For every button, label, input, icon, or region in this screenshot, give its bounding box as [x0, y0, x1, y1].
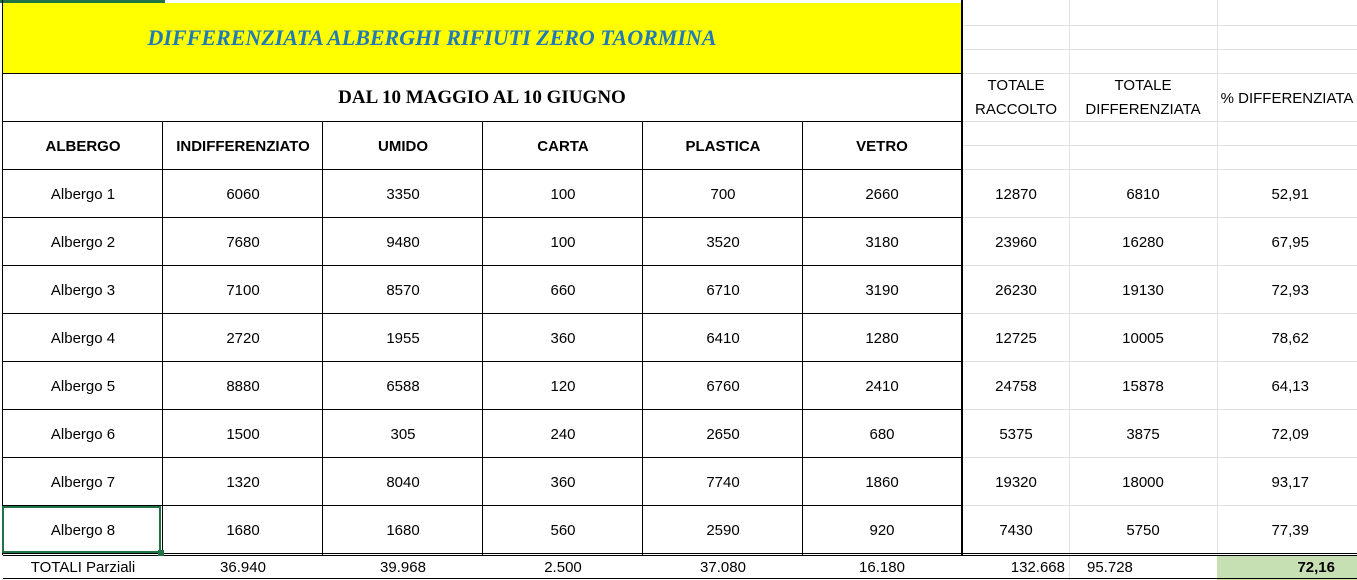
border-line: [482, 122, 483, 555]
cell-plastica[interactable]: 6710: [706, 281, 740, 299]
border-line: [3, 553, 1357, 554]
cell-totale-differenziata[interactable]: 6810: [1126, 185, 1160, 203]
header-indifferenziato[interactable]: INDIFFERENZIATO: [176, 137, 310, 155]
cell-percentuale[interactable]: 72,93: [1271, 281, 1309, 299]
grid-line: [963, 25, 1357, 26]
header-totale-differenziata[interactable]: TOTALE DIFFERENZIATA: [1085, 77, 1201, 118]
header-plastica[interactable]: PLASTICA: [685, 137, 761, 155]
cell-plastica[interactable]: 7740: [706, 473, 740, 491]
cell-albergo-name[interactable]: Albergo 8: [50, 521, 116, 539]
cell-totale-differenziata[interactable]: 10005: [1122, 329, 1164, 347]
totals-label[interactable]: TOTALI Parziali: [30, 559, 136, 576]
border-line: [322, 122, 323, 555]
cell-indifferenziato[interactable]: 2720: [226, 329, 260, 347]
cell-percentuale[interactable]: 52,91: [1271, 185, 1309, 203]
cell-vetro[interactable]: 3190: [865, 281, 899, 299]
totals-umido[interactable]: 39.968: [380, 559, 426, 576]
cell-indifferenziato[interactable]: 8880: [226, 377, 260, 395]
cell-totale-differenziata[interactable]: 18000: [1122, 473, 1164, 491]
cell-plastica[interactable]: 6760: [706, 377, 740, 395]
cell-totale-differenziata[interactable]: 3875: [1126, 425, 1160, 443]
header-carta[interactable]: CARTA: [537, 137, 589, 155]
cell-albergo-name[interactable]: Albergo 4: [50, 329, 116, 347]
cell-albergo-name[interactable]: Albergo 1: [50, 185, 116, 203]
date-range-subtitle[interactable]: DAL 10 MAGGIO AL 10 GIUGNO: [338, 87, 626, 108]
cell-albergo-name[interactable]: Albergo 2: [50, 233, 116, 251]
cell-plastica[interactable]: 6410: [706, 329, 740, 347]
cell-plastica[interactable]: 700: [710, 185, 736, 203]
cell-albergo-name[interactable]: Albergo 3: [50, 281, 116, 299]
totals-totale-differenziata[interactable]: 95.728: [1087, 559, 1133, 576]
cell-vetro[interactable]: 2410: [865, 377, 899, 395]
cell-percentuale[interactable]: 78,62: [1271, 329, 1309, 347]
cell-indifferenziato[interactable]: 1320: [226, 473, 260, 491]
cell-vetro[interactable]: 3180: [865, 233, 899, 251]
cell-totale-raccolto[interactable]: 7430: [999, 521, 1033, 539]
cell-carta[interactable]: 100: [550, 185, 576, 203]
header-percentuale-differenziata[interactable]: % DIFFERENZIATA: [1220, 89, 1354, 107]
cell-carta[interactable]: 240: [550, 425, 576, 443]
cell-umido[interactable]: 305: [390, 425, 416, 443]
totals-plastica[interactable]: 37.080: [700, 559, 746, 576]
cell-carta[interactable]: 100: [550, 233, 576, 251]
border-line: [642, 122, 643, 555]
cell-vetro[interactable]: 1860: [865, 473, 899, 491]
border-line: [802, 122, 803, 555]
cell-plastica[interactable]: 2650: [706, 425, 740, 443]
cell-totale-differenziata[interactable]: 16280: [1122, 233, 1164, 251]
cell-totale-raccolto[interactable]: 19320: [995, 473, 1037, 491]
cell-umido[interactable]: 3350: [386, 185, 420, 203]
header-albergo[interactable]: ALBERGO: [45, 137, 121, 155]
totals-vetro[interactable]: 16.180: [859, 559, 905, 576]
cell-plastica[interactable]: 2590: [706, 521, 740, 539]
cell-carta[interactable]: 120: [550, 377, 576, 395]
cell-totale-differenziata[interactable]: 15878: [1122, 377, 1164, 395]
cell-indifferenziato[interactable]: 6060: [226, 185, 260, 203]
cell-totale-raccolto[interactable]: 23960: [995, 233, 1037, 251]
cell-indifferenziato[interactable]: 7680: [226, 233, 260, 251]
cell-totale-raccolto[interactable]: 24758: [995, 377, 1037, 395]
cell-percentuale[interactable]: 67,95: [1271, 233, 1309, 251]
cell-umido[interactable]: 9480: [386, 233, 420, 251]
cell-albergo-name[interactable]: Albergo 6: [50, 425, 116, 443]
grid-line: [963, 145, 1357, 146]
active-cell-selection: [2, 506, 161, 553]
cell-carta[interactable]: 660: [550, 281, 576, 299]
cell-vetro[interactable]: 2660: [865, 185, 899, 203]
cell-umido[interactable]: 8040: [386, 473, 420, 491]
cell-indifferenziato[interactable]: 1680: [226, 521, 260, 539]
border-line: [961, 0, 963, 555]
cell-totale-raccolto[interactable]: 12725: [995, 329, 1037, 347]
cell-percentuale[interactable]: 64,13: [1271, 377, 1309, 395]
border-line: [3, 73, 961, 74]
cell-totale-differenziata[interactable]: 19130: [1122, 281, 1164, 299]
sheet-title[interactable]: DIFFERENZIATA ALBERGHI RIFIUTI ZERO TAORMINA: [147, 25, 717, 50]
cell-totale-differenziata[interactable]: 5750: [1126, 521, 1160, 539]
cell-totale-raccolto[interactable]: 12870: [995, 185, 1037, 203]
totals-indifferenziato[interactable]: 36.940: [220, 559, 266, 576]
border-line: [3, 555, 1357, 556]
cell-vetro[interactable]: 680: [869, 425, 895, 443]
totals-percentuale[interactable]: 72,16: [1297, 559, 1335, 576]
cell-vetro[interactable]: 1280: [865, 329, 899, 347]
header-totale-raccolto[interactable]: TOTALE RACCOLTO: [975, 77, 1057, 118]
cell-indifferenziato[interactable]: 7100: [226, 281, 260, 299]
totals-carta[interactable]: 2.500: [544, 559, 582, 576]
cell-umido[interactable]: 1955: [386, 329, 420, 347]
border-line: [162, 122, 163, 555]
border-line: [3, 578, 1357, 579]
totals-totale-raccolto[interactable]: 132.668: [1010, 559, 1065, 576]
cell-vetro[interactable]: 920: [869, 521, 895, 539]
cell-carta[interactable]: 360: [550, 329, 576, 347]
cell-plastica[interactable]: 3520: [706, 233, 740, 251]
grid-line: [963, 49, 1357, 50]
cell-albergo-name[interactable]: Albergo 7: [50, 473, 116, 491]
border-line: [2, 0, 3, 555]
cell-umido[interactable]: 8570: [386, 281, 420, 299]
cell-umido[interactable]: 1680: [386, 521, 420, 539]
cell-indifferenziato[interactable]: 1500: [226, 425, 260, 443]
fill-handle[interactable]: [158, 550, 164, 556]
cell-percentuale[interactable]: 77,39: [1271, 521, 1309, 539]
cell-albergo-name[interactable]: Albergo 5: [50, 377, 116, 395]
cell-umido[interactable]: 6588: [386, 377, 420, 395]
cell-carta[interactable]: 360: [550, 473, 576, 491]
header-vetro[interactable]: VETRO: [856, 137, 908, 155]
cell-carta[interactable]: 560: [550, 521, 576, 539]
cell-totale-raccolto[interactable]: 26230: [995, 281, 1037, 299]
header-umido[interactable]: UMIDO: [378, 137, 428, 155]
cell-percentuale[interactable]: 93,17: [1271, 473, 1309, 491]
cell-totale-raccolto[interactable]: 5375: [999, 425, 1033, 443]
cell-percentuale[interactable]: 72,09: [1271, 425, 1309, 443]
